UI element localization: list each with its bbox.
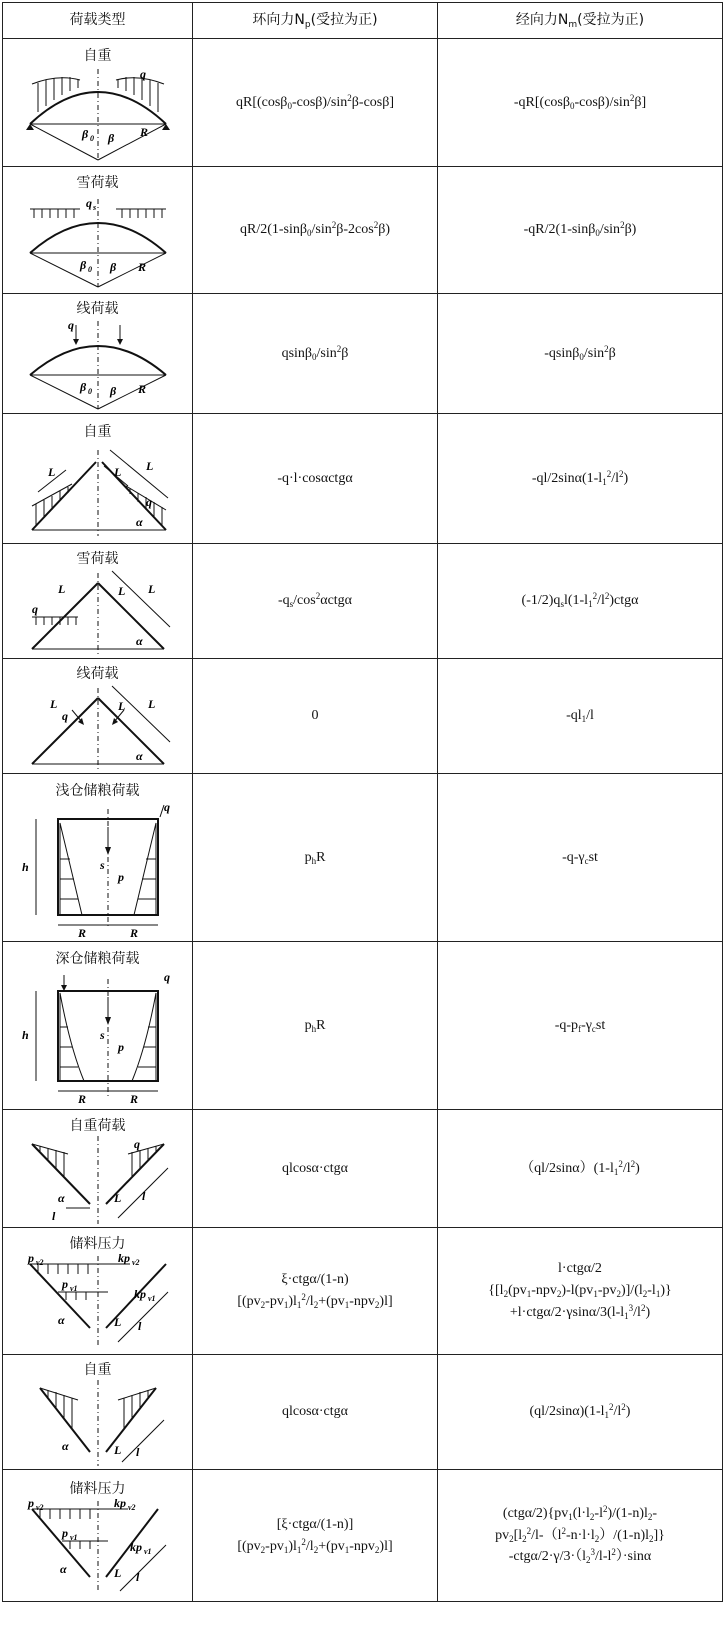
svg-text:R: R: [139, 124, 148, 139]
svg-text:0: 0: [87, 387, 92, 396]
header-hoop-force: 环向力$N_p$(受拉为正): [193, 3, 438, 39]
svg-text:L: L: [49, 697, 57, 711]
table-row: [3, 659, 723, 774]
svg-text:β: β: [81, 126, 88, 141]
svg-text:h: h: [21, 1027, 29, 1042]
hoop-force-cell: $qR/2(1-\sin\beta_0/\sin^2\beta-2\cos^2\beta)$: [193, 167, 438, 294]
load-name: 自重: [83, 47, 112, 64]
svg-text:v1: v1: [69, 1532, 78, 1542]
svg-text:R: R: [129, 1091, 138, 1106]
table-row: [3, 414, 723, 544]
svg-text:v2: v2: [35, 1258, 44, 1267]
meridian-force-cell: $(ql/2\sin\alpha)(1-l_1^2/l^2)$: [438, 1355, 723, 1470]
svg-text:L: L: [113, 464, 121, 479]
svg-text:q: q: [67, 318, 74, 332]
load-type-cell: [3, 1355, 193, 1470]
hopper2-material-pressure-diagram: [18, 1497, 178, 1597]
hopper-dead-load-diagram: [18, 1134, 178, 1226]
svg-text:L: L: [113, 1443, 121, 1457]
cone-line-load-diagram: [18, 682, 178, 772]
table-row: [3, 39, 723, 167]
load-type-cell: [3, 942, 193, 1110]
svg-text:l: l: [137, 1319, 141, 1333]
svg-text:L: L: [117, 699, 125, 713]
svg-text:β: β: [79, 380, 86, 394]
load-name: 储料压力: [69, 1236, 126, 1252]
svg-text:R: R: [77, 1091, 86, 1106]
svg-text:l: l: [135, 1569, 139, 1584]
svg-text:β: β: [109, 384, 116, 398]
svg-text:l: l: [135, 1445, 139, 1459]
load-type-cell: [3, 1228, 193, 1355]
load-type-cell: [3, 1110, 193, 1228]
hoop-force-cell: $qsin\beta_0/\sin^2\beta$: [193, 294, 438, 414]
svg-text:L: L: [147, 697, 155, 711]
svg-text:R: R: [77, 925, 86, 939]
load-type-cell: [3, 414, 193, 544]
svg-text:s: s: [99, 857, 105, 872]
svg-text:q: q: [31, 602, 38, 616]
hopper-material-pressure-diagram: [18, 1252, 178, 1352]
svg-text:kp: kp: [113, 1496, 126, 1510]
svg-text:p: p: [27, 1496, 34, 1510]
hopper2-dead-load-diagram: [18, 1378, 178, 1468]
meridian-force-cell: $-q-p_f-\gamma_cst$: [438, 942, 723, 1110]
svg-text:s: s: [99, 1027, 105, 1042]
load-name: 自重荷载: [69, 1117, 126, 1134]
svg-text:α: α: [135, 514, 143, 529]
svg-text:L: L: [145, 458, 153, 473]
svg-text:q: q: [163, 799, 170, 814]
meridian-force-cell: $-qsin\beta_0/\sin^2\beta$: [438, 294, 723, 414]
table-row: [3, 544, 723, 659]
hoop-force-cell: -q·l·cosαctgα: [193, 414, 438, 544]
svg-text:v2: v2: [35, 1502, 44, 1512]
hoop-force-cell: qlcosα·ctgα: [193, 1110, 438, 1228]
svg-text:q: q: [139, 66, 146, 81]
svg-text:β: β: [109, 260, 116, 274]
meridian-force-cell: $-ql_1/l$: [438, 659, 723, 774]
svg-text:α: α: [135, 634, 143, 648]
table-row: [3, 1355, 723, 1470]
cone-dead-load-diagram: [18, 440, 178, 540]
table-row: [3, 942, 723, 1110]
svg-text:α: α: [57, 1313, 65, 1327]
svg-text:l: l: [141, 1188, 145, 1203]
hoop-force-cell: $qR[(\cos\beta_0-\cos\beta)/\sin^2\beta-\cos\beta]$: [193, 39, 438, 167]
svg-text:L: L: [113, 1190, 121, 1205]
svg-text:q: q: [85, 196, 92, 210]
svg-text:β: β: [107, 130, 114, 145]
hoop-force-cell: qlcosα·ctgα: [193, 1355, 438, 1470]
svg-text:R: R: [129, 925, 138, 939]
svg-text:α: α: [135, 749, 143, 763]
svg-text:L: L: [113, 1315, 121, 1329]
hoop-force-cell: $p_hR$: [193, 942, 438, 1110]
svg-text:p: p: [61, 1277, 68, 1291]
load-type-cell: [3, 659, 193, 774]
load-type-cell: [3, 1470, 193, 1602]
dome-dead-load-diagram: [18, 64, 178, 164]
svg-text:L: L: [147, 582, 155, 596]
load-type-cell: [3, 544, 193, 659]
load-name: 深仓储粮荷载: [55, 950, 140, 967]
svg-text:p: p: [27, 1252, 34, 1265]
table-row: [3, 1470, 723, 1602]
table-row: [3, 1228, 723, 1355]
svg-text:L: L: [113, 1565, 121, 1580]
meridian-force-cell: $(ctg\alpha/2)\{pv_1(l\cdot l_2-l^2)/(1-n)l_2-$ $pv_2[l_2^2/l-(l^2-n\cdot l\cdot l_2)/(1-n)l_2]$} $-ctg\alpha/2\cdot\gamma/3\cdot(l_2^3/l-l^2)\cdot\sin\alpha$: [438, 1470, 723, 1602]
svg-text:kp: kp: [129, 1539, 142, 1554]
dome-line-load-diagram: [18, 317, 178, 412]
load-name: 线荷载: [76, 301, 119, 317]
shallow-bin-diagram: [18, 799, 178, 939]
header-row: [3, 3, 723, 39]
load-type-cell: [3, 167, 193, 294]
svg-text:v2: v2: [131, 1258, 140, 1267]
hoop-force-cell: 0: [193, 659, 438, 774]
header-load-type: 荷载类型: [3, 3, 193, 39]
svg-text:q: q: [133, 1136, 140, 1151]
dome-snow-load-diagram: [18, 191, 178, 291]
load-name: 储料压力: [69, 1480, 126, 1497]
hoop-force-cell: $p_hR$: [193, 774, 438, 942]
svg-text:l: l: [51, 1208, 55, 1223]
svg-text:p: p: [117, 869, 124, 884]
svg-text:s: s: [92, 203, 96, 212]
meridian-force-cell: $(ql/2\sin\alpha)(1-l_1^2/l^2)$: [438, 1110, 723, 1228]
svg-text:q: q: [61, 709, 68, 723]
load-name: 线荷载: [76, 666, 119, 682]
svg-text:L: L: [117, 584, 125, 598]
table-row: [3, 294, 723, 414]
hoop-force-cell: ξ·ctgα/(1-n) $[(pv_2-pv_1)l_1^2/l_2+(pv_1-npv_2)l]$: [193, 1228, 438, 1355]
load-name: 浅仓储粮荷载: [55, 782, 140, 799]
hoop-force-cell: [ξ·ctgα/(1-n)] $[(pv_2-pv_1)l_1^2/l_2+(pv_1-npv_2)l]$: [193, 1470, 438, 1602]
meridian-force-cell: $-q-\gamma_cst$: [438, 774, 723, 942]
header-meridian-force: 经向力$N_m$(受拉为正): [438, 3, 723, 39]
meridian-force-cell: $-qR[(\cos\beta_0-\cos\beta)/\sin^2\beta]$: [438, 39, 723, 167]
svg-text:kp: kp: [133, 1287, 146, 1301]
svg-text:q: q: [145, 494, 152, 509]
load-name: 雪荷载: [76, 175, 119, 191]
svg-text:L: L: [57, 582, 65, 596]
hoop-force-cell: $-q_s/\cos^2\alpha ctg\alpha$: [193, 544, 438, 659]
meridian-force-cell: $-ql/2\sin\alpha(1-l_1^2/l^2)$: [438, 414, 723, 544]
svg-text:0: 0: [89, 133, 94, 143]
meridian-force-cell: $(-1/2)q_sl(1-l_1^2/l^2)ctg\alpha$: [438, 544, 723, 659]
meridian-force-cell: l·ctgα/2 $\{[l_2(pv_1-npv_2)-l(pv_1-pv_2)]/(l_2-l_1)\}$ $+l\cdot ctg\alpha/2\cdot\gamma\sin\alpha/3(l-l_1^3/l^2)$: [438, 1228, 723, 1355]
load-type-cell: [3, 774, 193, 942]
load-name: 雪荷载: [76, 551, 119, 567]
svg-text:v1: v1: [69, 1284, 78, 1293]
table-row: [3, 774, 723, 942]
load-name: 自重: [83, 423, 112, 440]
svg-text:p: p: [61, 1525, 68, 1540]
svg-text:v2: v2: [127, 1502, 136, 1512]
svg-text:α: α: [57, 1190, 65, 1205]
svg-text:α: α: [59, 1561, 67, 1576]
load-formula-table: [2, 2, 723, 1602]
svg-text:q: q: [163, 969, 170, 984]
load-type-cell: [3, 294, 193, 414]
svg-text:v1: v1: [147, 1294, 156, 1303]
svg-text:β: β: [79, 258, 86, 272]
svg-text:h: h: [21, 859, 29, 874]
svg-text:kp: kp: [117, 1252, 130, 1265]
svg-text:p: p: [117, 1039, 124, 1054]
meridian-force-cell: $-qR/2(1-\sin\beta_0/\sin^2\beta)$: [438, 167, 723, 294]
deep-bin-diagram: [18, 967, 178, 1107]
load-type-cell: [3, 39, 193, 167]
cone-snow-load-diagram: [18, 567, 178, 657]
svg-text:L: L: [47, 464, 55, 479]
svg-text:0: 0: [87, 265, 92, 274]
load-name: 自重: [83, 1362, 112, 1378]
svg-text:R: R: [137, 382, 146, 396]
svg-text:α: α: [61, 1439, 69, 1453]
table-row: [3, 167, 723, 294]
svg-text:R: R: [137, 260, 146, 274]
table-row: [3, 1110, 723, 1228]
svg-text:v1: v1: [143, 1546, 152, 1556]
